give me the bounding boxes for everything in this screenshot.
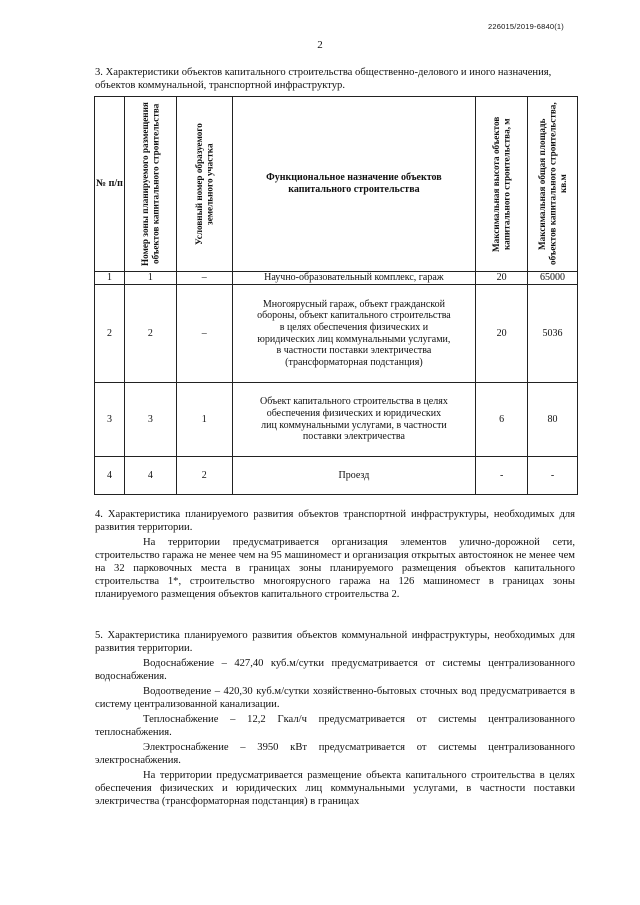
- cell-num: 2: [95, 285, 125, 383]
- heat-supply-text: Теплоснабжение – 12,2 Гкал/ч предусматривается от системы централизованного теплоснабжения.: [95, 714, 575, 739]
- table-row: [95, 285, 578, 383]
- cell-purpose: Объект капитального строительства в целях обеспечения физических и юридических лиц коммунальными услугами, в частности поставки электричества: [232, 383, 476, 457]
- header-zone: Номер зоны планируемого размещения объектов капитального строительства: [139, 102, 161, 266]
- cell-num: 3: [95, 383, 125, 457]
- cell-num: 1: [95, 272, 125, 285]
- section-5-title: 5. Характеристика планируемого развития объектов коммунальной инфраструктуры, необходимых для развития территории.: [95, 630, 575, 655]
- cell-height: 20: [476, 272, 528, 285]
- table-header-row: [95, 97, 578, 272]
- characteristics-table: [94, 96, 578, 495]
- table-row: [95, 457, 578, 495]
- cell-plot: 1: [176, 383, 232, 457]
- document-id: 226015/2019-6840(1): [488, 22, 564, 31]
- cell-plot: 2: [176, 457, 232, 495]
- power-supply-text: Электроснабжение – 3950 кВт предусматривается от системы централизованного электроснабжения.: [95, 742, 575, 767]
- cell-height: -: [476, 457, 528, 495]
- header-plot: Условный номер образуемого земельного участка: [193, 123, 215, 245]
- table-row: [95, 272, 578, 285]
- cell-zone: 1: [124, 272, 176, 285]
- header-cell-purpose: [232, 97, 476, 272]
- header-cell-area: [528, 97, 578, 272]
- header-purpose: Функциональное назначение объектов капитального строительства: [266, 172, 442, 195]
- cell-height: 6: [476, 383, 528, 457]
- header-cell-num: [95, 97, 125, 272]
- cell-purpose: Научно-образовательный комплекс, гараж: [232, 272, 476, 285]
- cell-zone: 2: [124, 285, 176, 383]
- cell-area: 80: [528, 383, 578, 457]
- header-num: № п/п: [96, 178, 123, 189]
- cell-plot: –: [176, 272, 232, 285]
- section-3-title: 3. Характеристики объектов капитального строительства общественно-делового и иного назначения, объектов коммунальной, транспортной инфраструктур.: [95, 67, 552, 91]
- cell-purpose: Проезд: [232, 457, 476, 495]
- section-4-title: 4. Характеристика планируемого развития объектов транспортной инфраструктуры, необходимых для развития территории.: [95, 509, 575, 534]
- section-4-text: На территории предусматривается организация элементов улично-дорожной сети, строительство гаража не менее чем на 95 машиномест и организация открытых автостоянок не менее чем на 32 парковочных места в границах зоны планируемого размещения объектов капитального строительства 1*, строительство многоярусного гаража на 126 машиномест в границах зоны планируемого размещения объектов капитального строительства 2.: [95, 537, 575, 601]
- header-height: Максимальная высота объектов капитального строительства, м: [491, 116, 512, 252]
- sewerage-text: Водоотведение – 420,30 куб.м/сутки хозяйственно-бытовых сточных вод предусматривается в систему централизованной канализации.: [95, 686, 575, 711]
- header-cell-zone: [124, 97, 176, 272]
- final-paragraph: На территории предусматривается размещение объекта капитального строительства в целях обеспечения физических и юридических лиц коммунальными услугами, в частности поставки электричества (трансформаторная подстанция) в границах: [95, 770, 575, 808]
- page-number: 2: [317, 39, 323, 51]
- table-row: [95, 383, 578, 457]
- cell-zone: 3: [124, 383, 176, 457]
- cell-area: -: [528, 457, 578, 495]
- cell-height: 20: [476, 285, 528, 383]
- header-cell-height: [476, 97, 528, 272]
- cell-zone: 4: [124, 457, 176, 495]
- water-supply-text: Водоснабжение – 427,40 куб.м/сутки предусматривается от системы централизованного водоснабжения.: [95, 658, 575, 683]
- cell-area: 5036: [528, 285, 578, 383]
- header-cell-plot: [176, 97, 232, 272]
- cell-purpose: Многоярусный гараж, объект гражданской обороны, объект капитального строительства в целях обеспечения физических и юридических лиц коммунальными услугами, в частности поставки электричества (трансформаторная подстанция): [232, 285, 476, 383]
- cell-plot: –: [176, 285, 232, 383]
- cell-num: 4: [95, 457, 125, 495]
- cell-area: 65000: [528, 272, 578, 285]
- header-area: Максимальная общая площадь объектов капитального строительства, кв.м: [536, 102, 568, 266]
